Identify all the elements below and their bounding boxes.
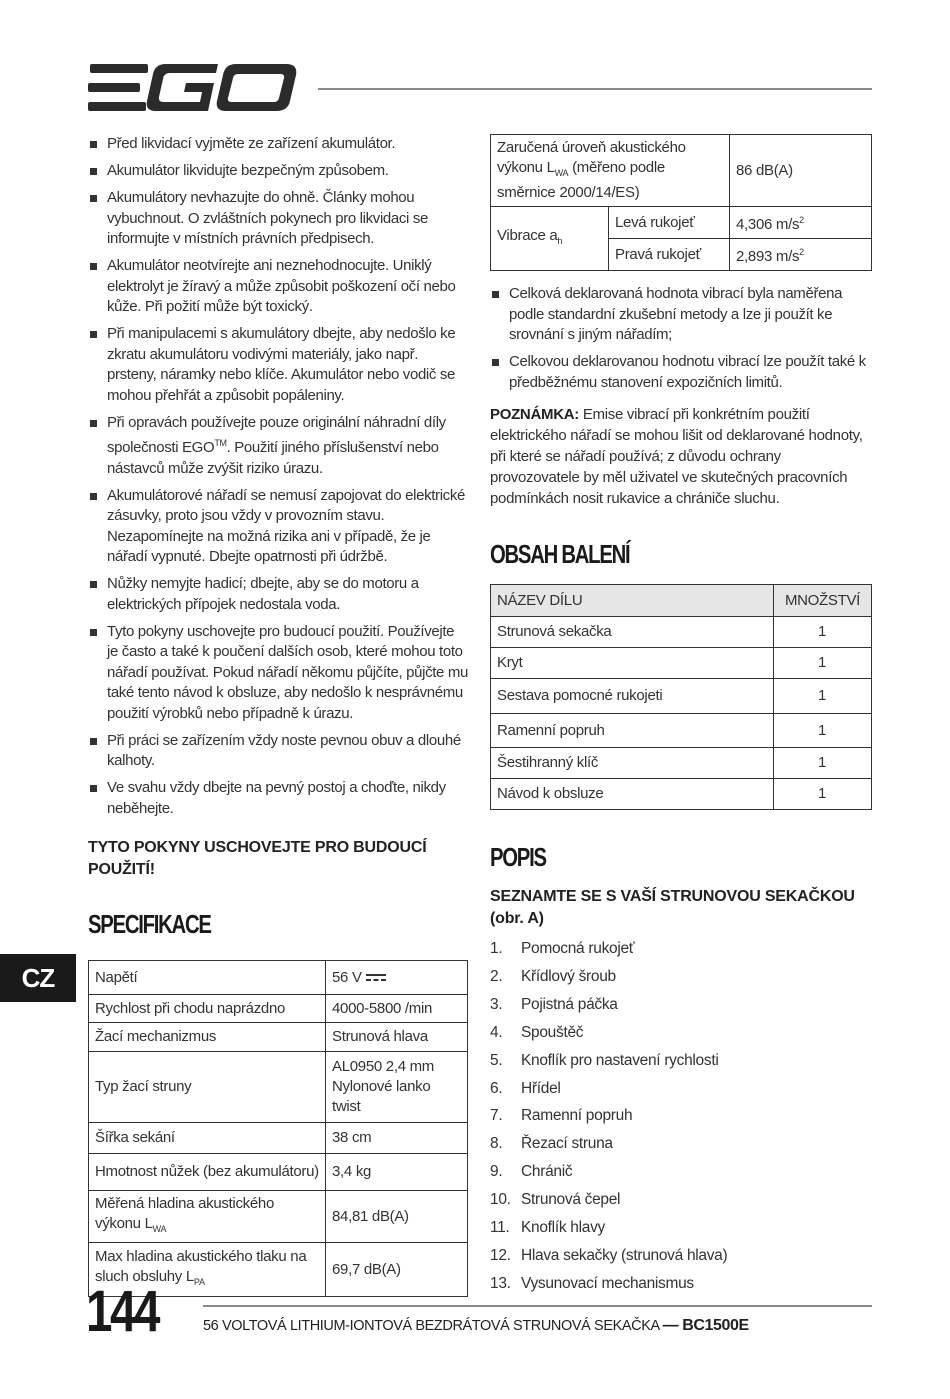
- table-row: [89, 1191, 468, 1243]
- dc-symbol-icon: [366, 973, 386, 982]
- list-item: Tyto pokyny uschovejte pro budoucí použití. Používejte je často a také k poučení dalších osob, které mohou toto nářadí používat. Pokud nářadí někomu půjčíte, půjčte mu také tento návod k obsluze, aby nedošlo k nesprávnému použití výrobků nebo případně k úrazu.: [88, 622, 468, 725]
- vibration-notes-list: [490, 284, 872, 393]
- part-qty: 1: [774, 748, 872, 779]
- part-qty: 1: [774, 679, 872, 714]
- guaranteed-level-value: 86 dB(A): [730, 135, 872, 207]
- part-name: Návod k obsluze: [491, 779, 774, 810]
- list-item: Nůžky nemyjte hadicí; dbejte, aby se do motoru a elektrických přípojek nedostala voda.: [88, 574, 468, 615]
- table-row: [491, 714, 872, 748]
- left-handle-value: 4,306 $m/s^2$: [730, 207, 872, 239]
- list-item: 4. Spouštěč: [490, 1023, 584, 1041]
- ego-logo: [88, 64, 298, 112]
- table-row: [491, 779, 872, 810]
- list-item: 5. Knoflík pro nastavení rychlosti: [490, 1051, 719, 1069]
- table-row: [491, 679, 872, 714]
- table-header-row: [491, 585, 872, 617]
- spec-label: Rychlost při chodu naprázdno: [89, 995, 326, 1023]
- table-row: [491, 207, 872, 239]
- spec-label: Hmotnost nůžek (bez akumulátoru): [89, 1154, 326, 1191]
- column-header-qty: MNOŽSTVÍ: [774, 585, 872, 617]
- part-name: Ramenní popruh: [491, 714, 774, 748]
- pack-table: [490, 584, 872, 810]
- list-item: 11. Knoflík hlavy: [490, 1219, 605, 1237]
- battery-disposal-list: [88, 134, 468, 819]
- spec-value: 4000-5800 /min: [326, 995, 468, 1023]
- vibration-note: POZNÁMKA: Emise vibrací při konkrétním použití elektrického nářadí se mohou lišit od deklarované hodnoty, při které se nářadí používá; z důvodu ochrany provozovatele by měl uživatel ve skutečných pracovních podmínkách nosit rukavice a chrániče sluchu.: [490, 406, 863, 507]
- language-tab: CZ: [0, 954, 76, 1002]
- list-item: 2. Křídlový šroub: [490, 967, 616, 985]
- list-item: 7. Ramenní popruh: [490, 1107, 633, 1125]
- desc-title: POPIS: [490, 842, 546, 872]
- list-item: 9. Chránič: [490, 1163, 573, 1181]
- list-item: Celkovou deklarovanou hodnotu vibrací lze použít také k předběžnému stanovení expozičních limitů.: [490, 352, 872, 393]
- spec-value: Strunová hlava: [326, 1023, 468, 1052]
- keep-instructions-heading: TYTO POKYNY USCHOVEJTE PRO BUDOUCÍ POUŽITÍ!: [88, 839, 427, 878]
- spec-title: SPECIFIKACE: [88, 909, 211, 939]
- list-item: Akumulátorové nářadí se nemusí zapojovat do elektrické zásuvky, proto jsou vždy v provozním stavu. Nezapomínejte na možná rizika ani v případě, že je nářadí vypnuté. Dbejte opatrnosti při údržbě.: [88, 486, 468, 568]
- table-row: [491, 648, 872, 679]
- spec-value: 69,7 dB(A): [326, 1243, 468, 1297]
- list-item: 1. Pomocná rukojeť: [490, 940, 635, 957]
- spec-value: 3,4 kg: [326, 1154, 468, 1191]
- spec-table: [88, 960, 468, 1297]
- guaranteed-level-label: Zaručená úroveň akustického výkonu $L_{WA}$ (měřeno podle směrnice 2000/14/ES): [491, 135, 730, 207]
- table-row: [89, 1052, 468, 1123]
- spec-label: Max hladina akustického tlaku na sluch obsluhy $L_{PA}$: [89, 1243, 326, 1297]
- spec-value: 38 cm: [326, 1123, 468, 1154]
- table-row: [89, 1154, 468, 1191]
- spec-label: Žací mechanizmus: [89, 1023, 326, 1052]
- footer-rule: [203, 1305, 872, 1307]
- right-handle-label: Pravá rukojeť: [609, 239, 730, 271]
- list-item: Akumulátor likvidujte bezpečným způsobem.: [88, 161, 468, 182]
- list-item: 13. Vysunovací mechanismus: [490, 1274, 694, 1292]
- part-name: Kryt: [491, 648, 774, 679]
- spec-label: Typ žací struny: [89, 1052, 326, 1123]
- list-item: Celková deklarovaná hodnota vibrací byla naměřena podle standardní zkušební metody a lze ji použít ke srovnání s jiným nářadím;: [490, 284, 872, 346]
- part-qty: 1: [774, 648, 872, 679]
- part-name: Šestihranný klíč: [491, 748, 774, 779]
- part-name: Strunová sekačka: [491, 617, 774, 648]
- spec-label: Měřená hladina akustického výkonu $L_{WA}$: [89, 1191, 326, 1243]
- acoustic-table: [490, 134, 872, 271]
- list-item: 8. Řezací struna: [490, 1135, 613, 1153]
- pack-title: OBSAH BALENÍ: [490, 539, 630, 569]
- spec-value: 56 V: [326, 961, 468, 995]
- spec-value: AL0950 2,4 mm Nylonové lanko twist: [326, 1052, 468, 1123]
- header-rule: [318, 88, 872, 90]
- list-item: 3. Pojistná páčka: [490, 995, 618, 1013]
- list-item: Před likvidací vyjměte ze zařízení akumulátor.: [88, 134, 468, 155]
- table-row: [491, 748, 872, 779]
- part-qty: 1: [774, 714, 872, 748]
- table-row: [89, 1023, 468, 1052]
- table-row: [89, 961, 468, 995]
- list-item: Ve svahu vždy dbejte na pevný postoj a choďte, nikdy neběhejte.: [88, 778, 468, 819]
- list-item: Akumulátory nevhazujte do ohně. Články mohou vybuchnout. O zvláštních pokynech pro likvidaci se informujte v místních právních předpisech.: [88, 188, 468, 250]
- table-row: [491, 617, 872, 648]
- footer-text: 56 VOLTOVÁ LITHIUM-IONTOVÁ BEZDRÁTOVÁ STRUNOVÁ SEKAČKA — BC1500E: [203, 1317, 749, 1334]
- spec-label: Napětí: [89, 961, 326, 995]
- part-qty: 1: [774, 617, 872, 648]
- list-item: Při opravách používejte pouze originální náhradní díly společnosti EGO™. Použití jiného příslušenství nebo nástavců může zvýšit riziko úrazu.: [88, 413, 468, 480]
- list-item: 12. Hlava sekačky (strunová hlava): [490, 1246, 728, 1264]
- spec-label: Šířka sekání: [89, 1123, 326, 1154]
- list-item: Při manipulacemi s akumulátory dbejte, aby nedošlo ke zkratu akumulátoru vodivými materiály, jako např. prsteny, náramky nebo klíče. Akumulátor nebo vodič se mohou přehřát a způsobit popáleniny.: [88, 324, 468, 406]
- table-row: [89, 995, 468, 1023]
- left-handle-label: Levá rukojeť: [609, 207, 730, 239]
- list-item: Při práci se zařízením vždy noste pevnou obuv a dlouhé kalhoty.: [88, 731, 468, 772]
- left-column: [88, 134, 468, 1297]
- list-item: 10. Strunová čepel: [490, 1191, 621, 1209]
- right-handle-value: 2,893 $m/s^2$: [730, 239, 872, 271]
- page-number: 144: [86, 1279, 158, 1344]
- part-name: Sestava pomocné rukojeti: [491, 679, 774, 714]
- part-qty: 1: [774, 779, 872, 810]
- list-item: Akumulátor neotvírejte ani neznehodnocujte. Uniklý elektrolyt je žíravý a může způsobit poškození očí nebo kůže. Při požití může být toxický.: [88, 256, 468, 318]
- column-header-name: NÁZEV DÍLU: [491, 585, 774, 617]
- table-row: [491, 135, 872, 207]
- vibration-label: Vibrace $a_h$: [491, 207, 609, 271]
- list-item: 6. Hřídel: [490, 1079, 561, 1097]
- table-row: [89, 1123, 468, 1154]
- parts-description-list: [490, 935, 872, 1298]
- spec-value: 84,81 dB(A): [326, 1191, 468, 1243]
- desc-subtitle: SEZNAMTE SE S VAŠÍ STRUNOVOU SEKAČKOU (obr. A): [490, 888, 855, 927]
- right-column: [490, 134, 872, 1298]
